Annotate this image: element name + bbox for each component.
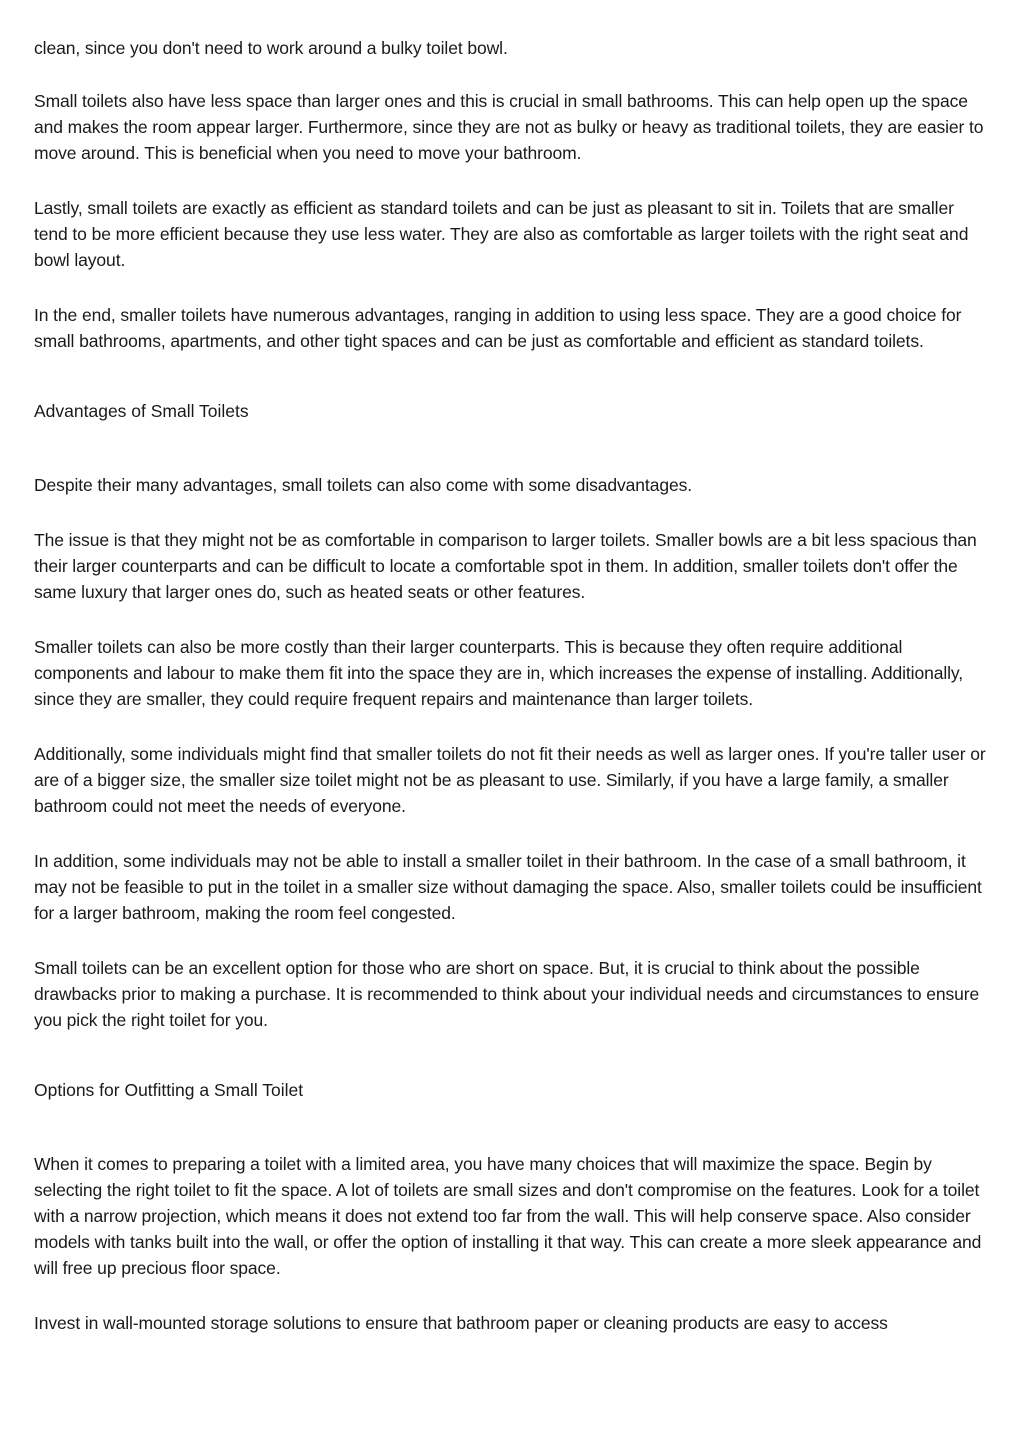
paragraph: Invest in wall-mounted storage solutions to ensure that bathroom paper or cleaning products are easy to access (34, 1313, 888, 1333)
section-heading: Options for Outfitting a Small Toilet (34, 1080, 304, 1100)
paragraph: Smaller toilets can also be more costly than their larger counterparts. This is because they often require additional components and labour to make them fit into the space they are in, which increases the expense of installing. Additionally, since they are smaller, they could require frequent repairs and maintenance than larger toilets. (34, 637, 964, 709)
paragraph: Small toilets also have less space than larger ones and this is crucial in small bathrooms. This can help open up the space and makes the room appear larger. Furthermore, since they are not as bulky or heavy as traditional toilets, they are easier to move around. This is beneficial when you need to move your bathroom. (34, 91, 984, 163)
paragraph: Lastly, small toilets are exactly as efficient as standard toilets and can be just as pleasant to sit in. Toilets that are smaller tend to be more efficient because they use less water. They are also as comfortable as larger toilets with the right seat and bowl layout. (34, 198, 969, 270)
paragraph: Small toilets can be an excellent option for those who are short on space. But, it is crucial to think about the possible drawbacks prior to making a purchase. It is recommended to think about your individual needs and circumstances to ensure you pick the right toilet for you. (34, 958, 980, 1030)
paragraph: Despite their many advantages, small toilets can also come with some disadvantages. (34, 475, 693, 495)
paragraph: clean, since you don't need to work around a bulky toilet bowl. (34, 38, 508, 58)
paragraph: When it comes to preparing a toilet with a limited area, you have many choices that will maximize the space. Begin by selecting the right toilet to fit the space. A lot of toilets are small sizes and don't compromise on the features. Look for a toilet with a narrow projection, which means it does not extend too far from the wall. This will help conserve space. Also consider models with tanks built into the wall, or offer the option of installing it that way. This can create a more sleek appearance and will free up precious floor space. (34, 1154, 982, 1278)
paragraph: In the end, smaller toilets have numerous advantages, ranging in addition to using less space. They are a good choice for small bathrooms, apartments, and other tight spaces and can be just as comfortable and efficient as standard toilets. (34, 305, 962, 351)
paragraph: The issue is that they might not be as comfortable in comparison to larger toilets. Smaller bowls are a bit less spacious than their larger counterparts and can be difficult to locate a comfortable spot in them. In addition, smaller toilets don't offer the same luxury that larger ones do, such as heated seats or other features. (34, 530, 977, 602)
paragraph: Additionally, some individuals might find that smaller toilets do not fit their needs as well as larger ones. If you're taller user or are of a bigger size, the smaller size toilet might not be as pleasant to use. Similarly, if you have a large family, a smaller bathroom could not meet the needs of everyone. (34, 744, 986, 816)
paragraph: In addition, some individuals may not be able to install a smaller toilet in their bathroom. In the case of a small bathroom, it may not be feasible to put in the toilet in a smaller size without damaging the space. Also, smaller toilets could be insufficient for a larger bathroom, making the room feel congested. (34, 851, 982, 923)
section-heading: Advantages of Small Toilets (34, 401, 249, 421)
